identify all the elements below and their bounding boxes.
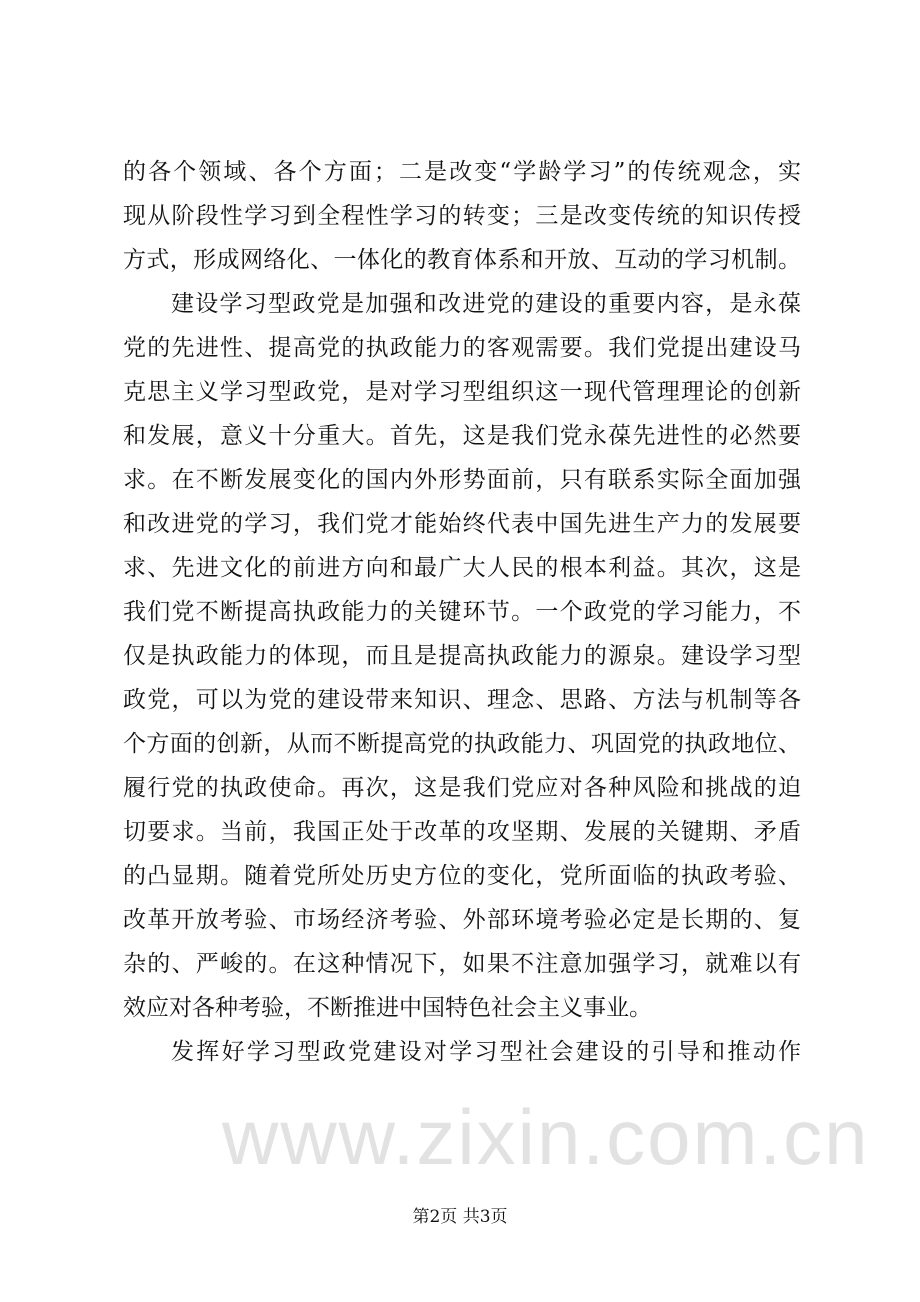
text-line: 求、先进文化的前进方向和最广大人民的根本利益。其次，这是: [123, 555, 801, 581]
text-line: 切要求。当前，我国正处于改革的攻坚期、发展的关键期、矛盾: [123, 819, 801, 845]
watermark: www.zixin.com.cn: [222, 1093, 870, 1181]
text-line: 政党，可以为党的建设带来知识、理念、思路、方法与机制等各: [123, 687, 801, 713]
text-line: 现从阶段性学习到全程性学习的转变；三是改变传统的知识传授: [123, 203, 801, 229]
text-line: 个方面的创新，从而不断提高党的执政能力、巩固党的执政地位、: [123, 731, 801, 757]
text-line: 和改进党的学习，我们党才能始终代表中国先进生产力的发展要: [123, 511, 801, 537]
text-line: 改革开放考验、市场经济考验、外部环境考验必定是长期的、复: [123, 907, 801, 933]
body-text: [123, 155, 801, 1079]
text-line: 杂的、严峻的。在这种情况下，如果不注意加强学习，就难以有: [123, 951, 801, 977]
text-line: 的凸显期。随着党所处历史方位的变化，党所面临的执政考验、: [123, 863, 801, 889]
page-number-footer: 第2页 共3页: [412, 1207, 508, 1227]
paragraph-end-line: 效应对各种考验，不断推进中国特色社会主义事业。: [123, 995, 652, 1021]
paragraph-start-line: 建设学习型政党是加强和改进党的建设的重要内容，是永葆: [171, 291, 801, 317]
text-line: 仅是执政能力的体现，而且是提高执政能力的源泉。建设学习型: [123, 643, 801, 669]
text-line: 党的先进性、提高党的执政能力的客观需要。我们党提出建设马: [123, 335, 801, 361]
text-line: 履行党的执政使命。再次，这是我们党应对各种风险和挑战的迫: [123, 775, 801, 801]
text-line: 方式，形成网络化、一体化的教育体系和开放、互动的学习机制。: [123, 247, 801, 273]
text-line: 我们党不断提高执政能力的关键环节。一个政党的学习能力，不: [123, 599, 801, 625]
text-line: 求。在不断发展变化的国内外形势面前，只有联系实际全面加强: [123, 467, 801, 493]
text-line: 克思主义学习型政党，是对学习型组织这一现代管理理论的创新: [123, 379, 801, 405]
paragraph-start-line: 发挥好学习型政党建设对学习型社会建设的引导和推动作: [171, 1039, 801, 1065]
text-line: 和发展，意义十分重大。首先，这是我们党永葆先进性的必然要: [123, 423, 801, 449]
text-line: 的各个领域、各个方面；二是改变“学龄学习”的传统观念，实: [123, 159, 801, 185]
